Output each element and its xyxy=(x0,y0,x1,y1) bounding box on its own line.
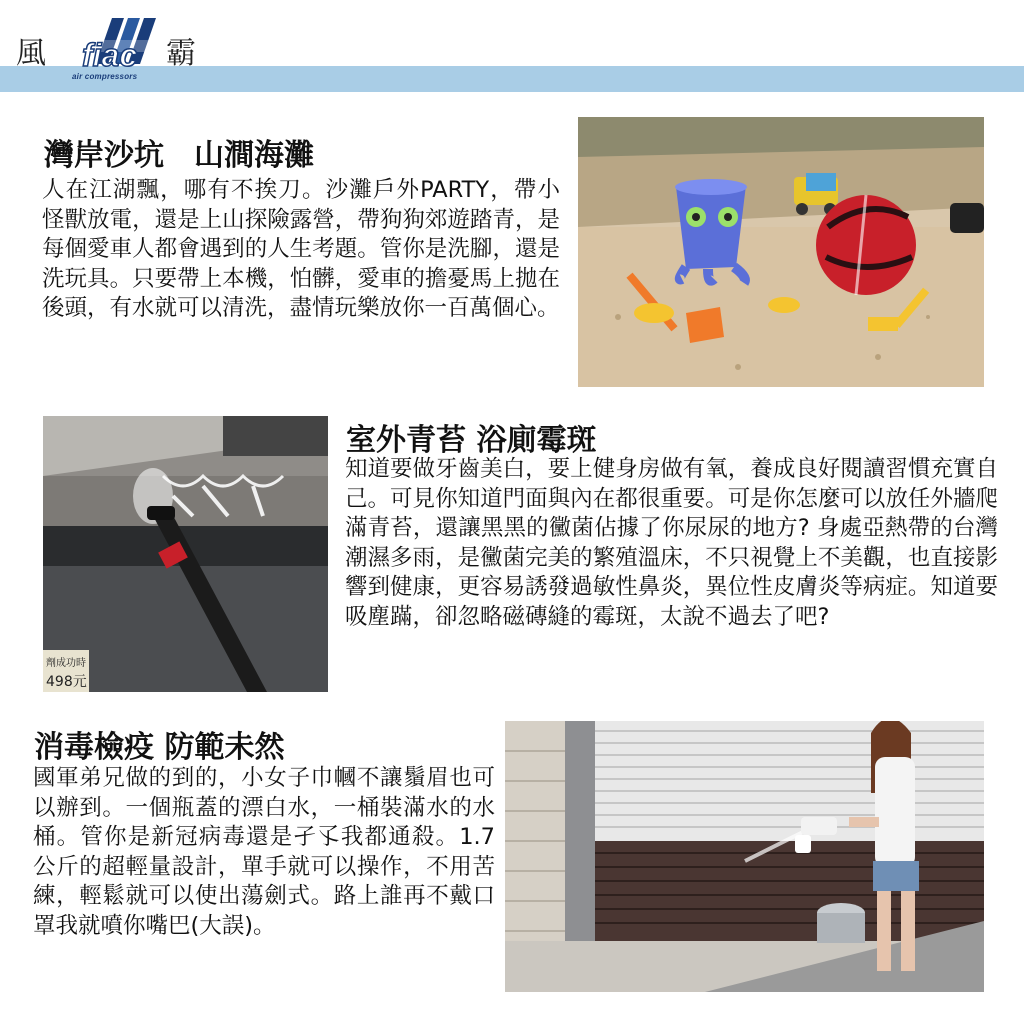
svg-text:劑成功時: 劑成功時 xyxy=(46,658,86,669)
logo-subtitle: air compressors xyxy=(72,72,138,81)
svg-text:498元: 498元 xyxy=(46,674,87,690)
section-title: 室外青苔 浴廁霉斑 xyxy=(346,423,597,458)
beach-toys-photo xyxy=(578,117,984,387)
wall-washing-photo xyxy=(43,416,328,692)
section-title: 灣岸沙坑 山澗海灘 xyxy=(44,138,314,173)
page-header xyxy=(0,0,1024,100)
spraying-disinfectant-photo xyxy=(505,721,984,992)
section-body: 國軍弟兄做的到的，小女子巾幗不讓鬚眉也可以辦到。一個瓶蓋的漂白水，一桶裝滿水的水桶。管你是新冠病毒還是孑孓我都通殺。1.7公斤的超輕量設計，單手就可以操作，不用苦練，輕鬆就可以使出蕩劍式。路上誰再不戴口罩我就噴你嘴巴(大誤)。 xyxy=(33,765,495,939)
brand-char-left: 風 xyxy=(16,36,48,71)
brand-char-right: 霸 xyxy=(166,36,198,71)
section-title: 消毒檢疫 防範未然 xyxy=(34,730,285,765)
section-body: 知道要做牙齒美白，要上健身房做有氧，養成良好閱讀習慣充實自己。可見你知道門面與內在都很重要。可是你怎麼可以放任外牆爬滿青苔，還讓黑黑的黴菌佔據了你尿尿的地方? 身處亞熱帶的台灣潮濕多雨，是黴菌完美的繁殖溫床，不只視覺上不美觀，也直接影響到健康，更容易誘發過敏性鼻炎，異位性皮膚炎等病症。知道要吸塵蹣，卻忽略磁磚縫的霉斑，太說不過去了吧? xyxy=(345,456,998,630)
logo-text: fiac xyxy=(82,37,138,73)
section-body: 人在江湖飄，哪有不挨刀。沙灘戶外PARTY，帶小怪獸放電，還是上山探險露營，帶狗狗郊遊踏青，是每個愛車人都會遇到的人生考題。管你是洗腳，還是洗玩具。只要帶上本機，怕髒，愛車的擔憂馬上拋在後頭，有水就可以清洗，盡情玩樂放你一百萬個心。 xyxy=(42,177,560,321)
